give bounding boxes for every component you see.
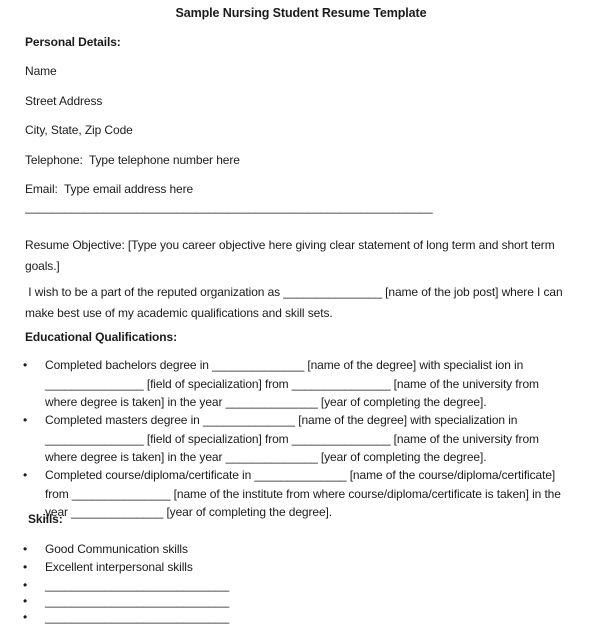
education-bullet-2-line-1 <box>23 411 517 429</box>
education-bullet-3-line-1 <box>23 466 555 484</box>
skill-blank-line-3-text: ____________________________ <box>45 610 230 624</box>
education-bullet-3-line-2: from _______________ [name of the institute from where course/diploma/certificate is taken] in the <box>45 487 561 501</box>
document-title: Sample Nursing Student Resume Template <box>175 6 427 20</box>
skill-blank-line-2-text: ____________________________ <box>45 594 230 608</box>
bullet-icon: • <box>23 413 28 427</box>
education-bullet-1-text: Completed bachelors degree in ______________ [name of the degree] with specialist ion in <box>45 358 524 372</box>
education-bullet-1-line-3: where degree is taken] in the year ______________ [year of completing the degree]. <box>45 395 487 409</box>
street-address-line: Street Address <box>25 94 103 108</box>
education-bullet-2-line-2: _______________ [field of specialization] from _______________ [name of the university from <box>45 432 539 446</box>
bullet-icon: • <box>23 560 28 574</box>
bullet-icon: • <box>23 468 28 482</box>
skill-blank-line-1-text: ____________________________ <box>45 578 230 592</box>
telephone-line: Telephone: Type telephone number here <box>25 153 240 167</box>
skills-heading: Skills: <box>28 512 63 526</box>
education-bullet-3-line-3: year ______________ [year of completing the degree]. <box>45 505 333 519</box>
objective-statement-line-2: make best use of my academic qualifications and skill sets. <box>25 306 333 320</box>
name-line: Name <box>25 64 57 78</box>
personal-details-heading: Personal Details: <box>25 35 121 49</box>
education-bullet-3-text: Completed course/diploma/certificate in ______________ [name of the course/diploma/certificate] <box>45 468 556 482</box>
bullet-icon: • <box>23 594 28 608</box>
skill-item-1-text: Good Communication skills <box>45 542 188 556</box>
blank-fill-line: ______________________________________________________________ <box>25 200 433 214</box>
skill-blank-line-3 <box>23 608 229 626</box>
educational-qualifications-heading: Educational Qualifications: <box>25 330 177 344</box>
city-state-zip-line: City, State, Zip Code <box>25 123 133 137</box>
bullet-icon: • <box>23 578 28 592</box>
objective-statement-line-1: I wish to be a part of the reputed organization as _______________ [name of the job post] where I can <box>25 285 563 299</box>
bullet-icon: • <box>23 610 28 624</box>
resume-objective-line-2: goals.] <box>25 259 60 273</box>
bullet-icon: • <box>23 358 28 372</box>
bullet-icon: • <box>23 542 28 556</box>
skill-item-2 <box>23 558 193 576</box>
email-line: Email: Type email address here <box>25 182 194 196</box>
education-bullet-2-text: Completed masters degree in ______________ [name of the degree] with specialization in <box>45 413 518 427</box>
education-bullet-1-line-1 <box>23 356 523 374</box>
education-bullet-2-line-3: where degree is taken] in the year ______________ [year of completing the degree]. <box>45 450 487 464</box>
education-bullet-1-line-2: _______________ [field of specialization] from _______________ [name of the university from <box>45 377 539 391</box>
skill-item-2-text: Excellent interpersonal skills <box>45 560 193 574</box>
skill-item-1 <box>23 540 188 558</box>
resume-objective-line-1: Resume Objective: [Type you career objective here giving clear statement of long term and short term <box>25 238 555 252</box>
